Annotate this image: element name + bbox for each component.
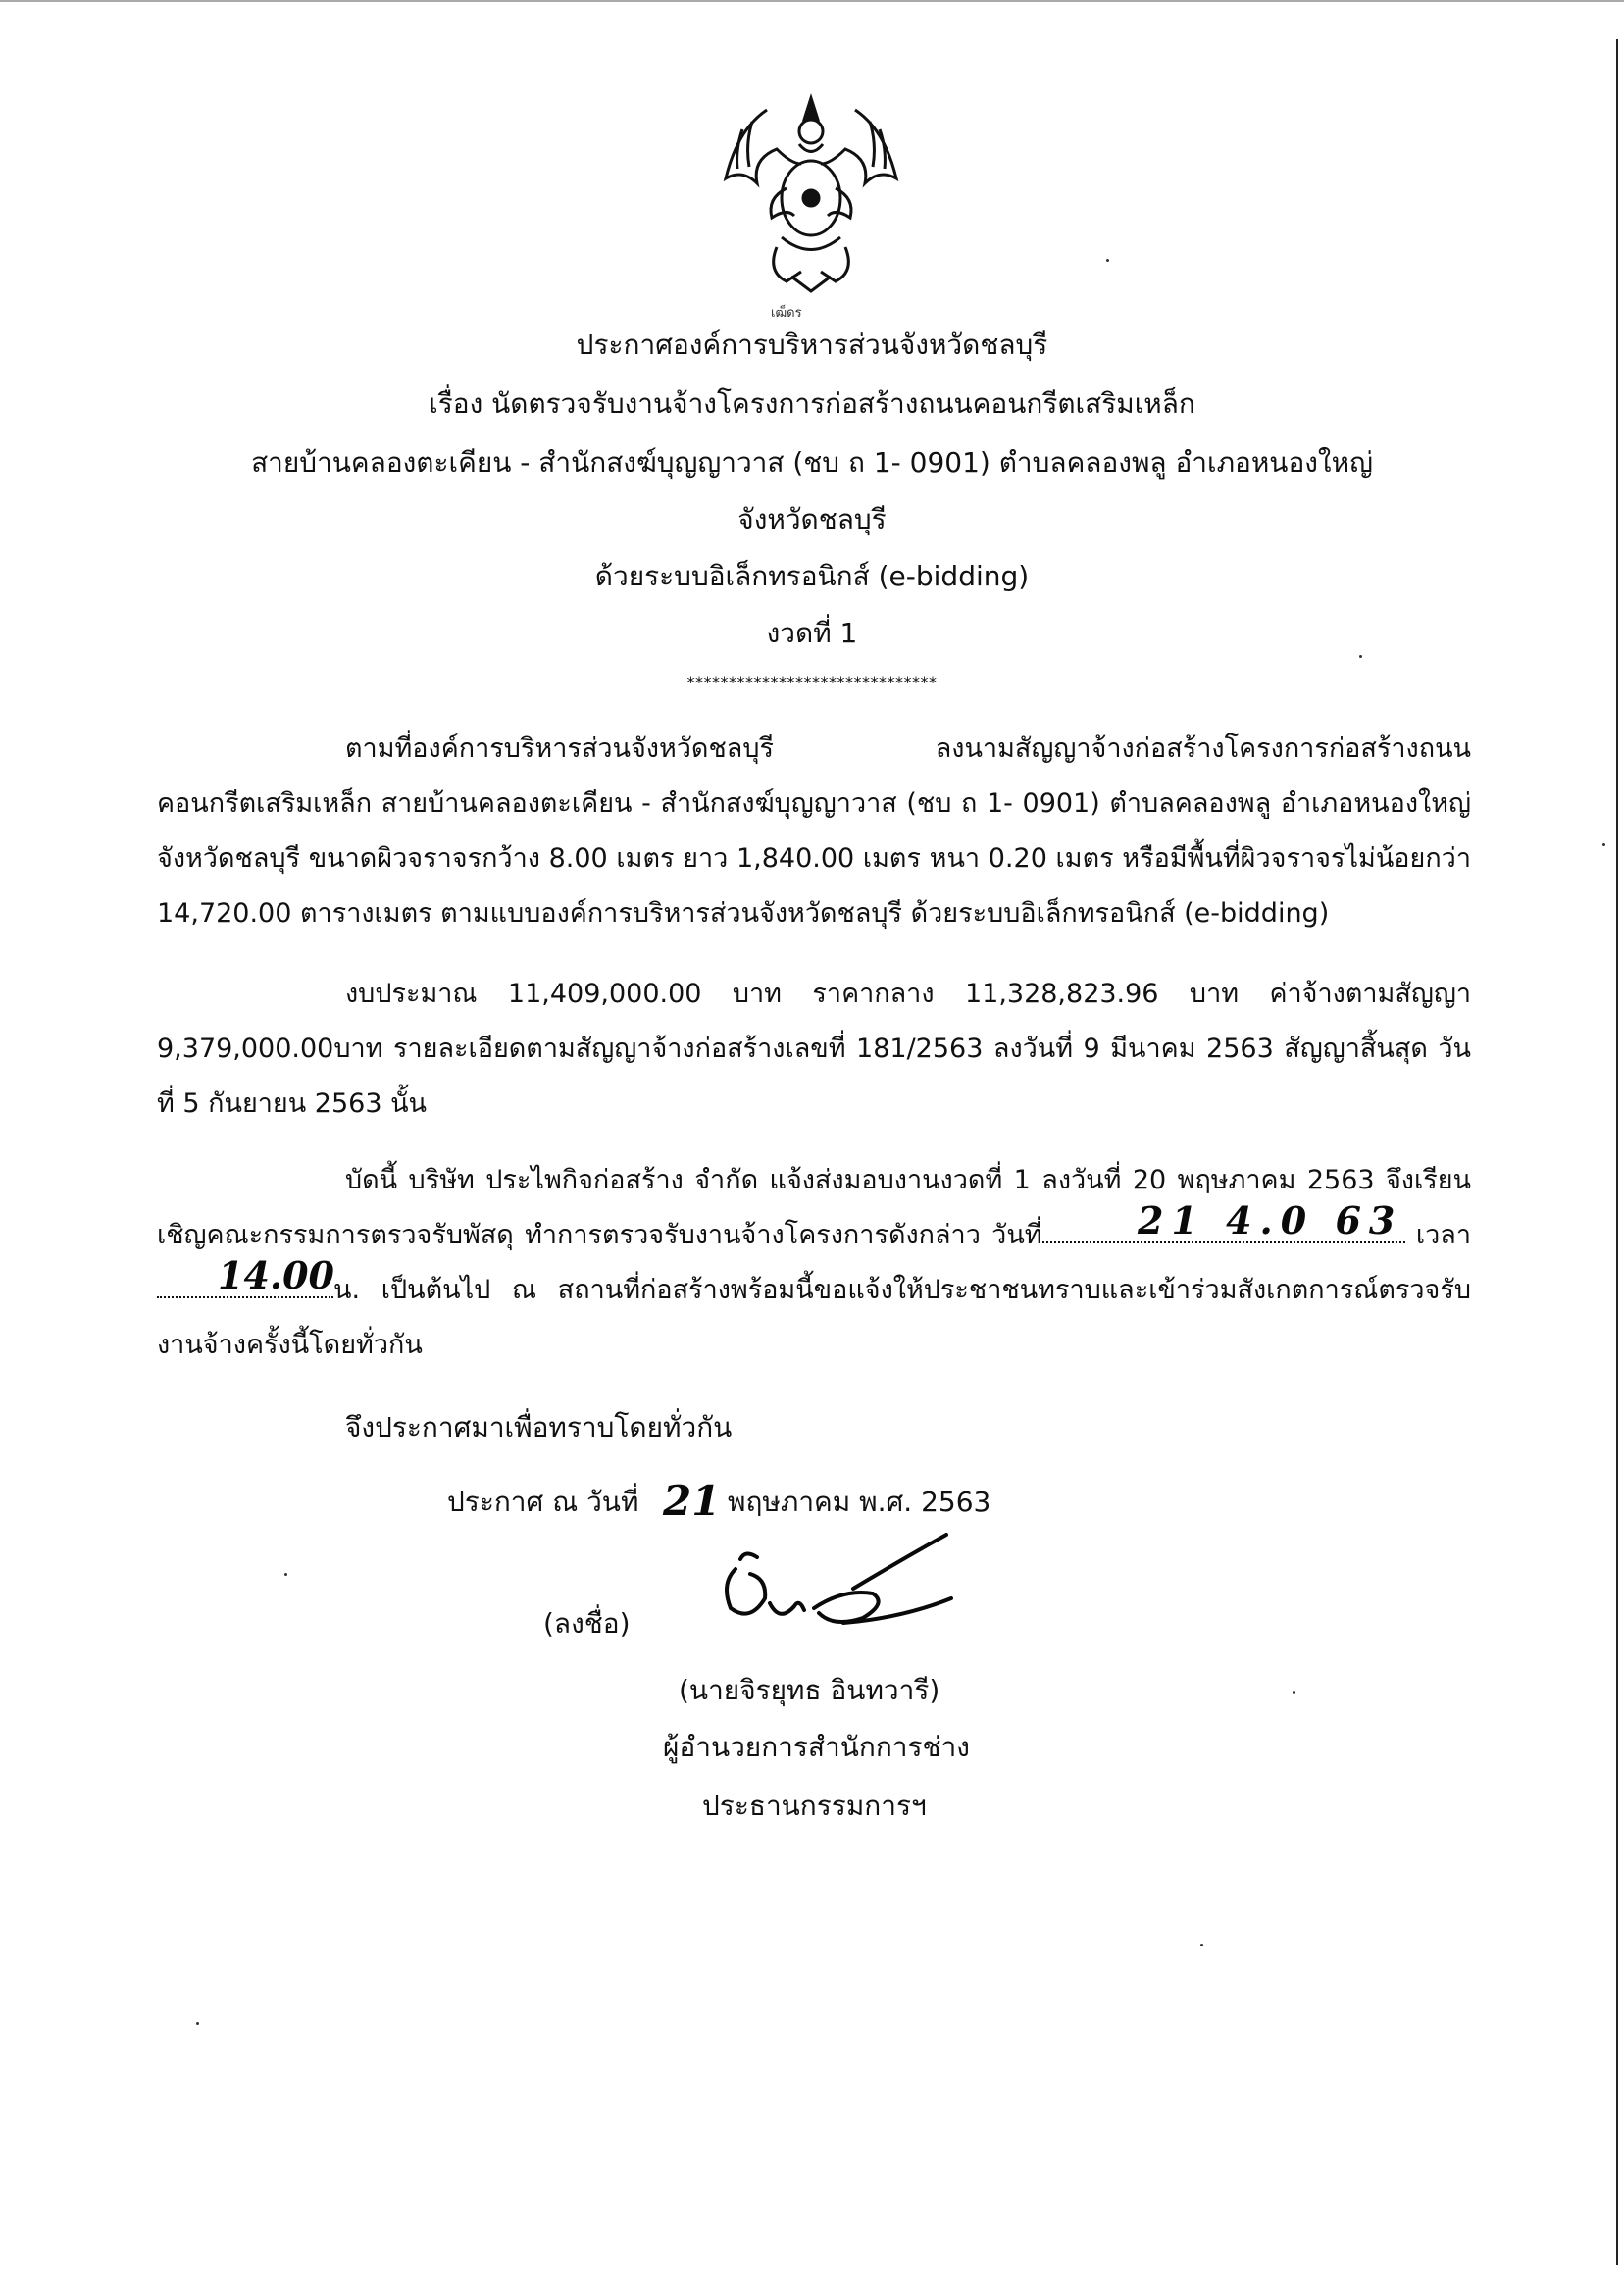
handwritten-inspection-date: 21 4.0 63: [1138, 1198, 1403, 1242]
installment-label: งวดที่ 1: [766, 617, 858, 649]
scan-speck: [1602, 843, 1605, 846]
body-paragraph-2: [157, 967, 1471, 1132]
scan-speck: [1106, 259, 1109, 262]
paragraph-1-text: ตามที่องค์การบริหารส่วนจังหวัดชลบุรี ลงนามสัญญาจ้างก่อสร้างโครงการก่อสร้างถนนคอนกรีตเสริมเหล็ก สายบ้านคลองตะเคียน - สำนักสงฆ์บุญญาวาส (ชบ ถ 1- 0901) ตำบลคลองพลู อำเภอหนองใหญ่ จังหวัดชลบุรี ขนาดผิวจราจรกว้าง 8.00 เมตร ยาว 1,840.00 เมตร หนา 0.20 เมตร หรือมีพื้นที่ผิวจราจรไม่น้อยกว่า 14,720.00 ตารางเมตร ตามแบบองค์การบริหารส่วนจังหวัดชลบุรี ด้วยระบบอิเล็กทรอนิกส์ (e-bidding): [157, 733, 1471, 929]
signer-position-1: ผู้อำนวยการสำนักการช่าง: [663, 1731, 970, 1763]
announcement-title: ประกาศองค์การบริหารส่วนจังหวัดชลบุรี: [576, 329, 1048, 361]
sign-label: (ลงชื่อ): [543, 1607, 631, 1640]
subject-line-3: จังหวัดชลบุรี: [737, 503, 887, 535]
separator-stars: ******************************: [686, 673, 938, 691]
scan-edge-right: [1616, 39, 1618, 2265]
body-paragraph-3: [157, 1153, 1471, 1373]
subject-line-4: ด้วยระบบอิเล็กทรอนิกส์ (e-bidding): [594, 560, 1030, 592]
signer-position-2: ประธานกรรมการฯ: [702, 1790, 927, 1822]
subject-line-1: เรื่อง นัดตรวจรับงานจ้างโครงการก่อสร้างถนนคอนกรีตเสริมเหล็ก: [429, 387, 1195, 420]
handwritten-inspection-time: 14.00: [218, 1253, 334, 1297]
emblem-caption: เฒ็ดร: [771, 306, 802, 321]
paragraph-2-text: งบประมาณ 11,409,000.00 บาท ราคากลาง 11,328,823.96 บาท ค่าจ้างตามสัญญา 9,379,000.00บาท รายละเอียดตามสัญญาจ้างก่อสร้างเลขที่ 181/2563 ลงวันที่ 9 มีนาคม 2563 สัญญาสิ้นสุด วันที่ 5 กันยายน 2563 นั้น: [157, 979, 1471, 1119]
closing-statement: จึงประกาศมาเพื่อทราบโดยทั่วกัน: [345, 1411, 733, 1443]
handwritten-announce-day: 21: [663, 1477, 721, 1525]
signer-name: (นายจิรยุทธ อินทวารี): [679, 1674, 940, 1706]
garuda-emblem-icon: [708, 90, 914, 296]
scan-edge-top: [0, 0, 1624, 2]
handwritten-signature: [706, 1530, 961, 1657]
scan-speck: [1200, 1944, 1203, 1946]
subject-line-2: สายบ้านคลองตะเคียน - สำนักสงฆ์บุญญาวาส (ชบ ถ 1- 0901) ตำบลคลองพลู อำเภอหนองใหญ่: [251, 446, 1373, 479]
announce-date-prefix: ประกาศ ณ วันที่: [447, 1486, 639, 1518]
body-paragraph-1: [157, 722, 1471, 941]
scan-speck: [196, 2022, 199, 2025]
paragraph-3-text-c: น. เป็นต้นไป ณ สถานที่ก่อสร้างพร้อมนี้ขอแจ้งให้ประชาชนทราบและเข้าร่วมสังเกตการณ์ตรวจรับงานจ้างครั้งนี้โดยทั่วกัน: [157, 1275, 1471, 1360]
announce-date-suffix: พฤษภาคม พ.ศ. 2563: [728, 1486, 991, 1518]
paragraph-3-text-b: เวลา: [1415, 1220, 1471, 1250]
scan-speck: [1359, 655, 1362, 658]
scan-speck: [284, 1573, 287, 1576]
scan-speck: [1293, 1691, 1295, 1694]
paragraph-3-text-a: บัดนี้ บริษัท ประไพกิจก่อสร้าง จำกัด แจ้งส่งมอบงานงวดที่ 1 ลงวันที่ 20 พฤษภาคม 2563 จึงเรียนเชิญคณะกรรมการตรวจรับพัสดุ ทำการตรวจรับงานจ้างโครงการดังกล่าว วันที่: [157, 1165, 1471, 1250]
